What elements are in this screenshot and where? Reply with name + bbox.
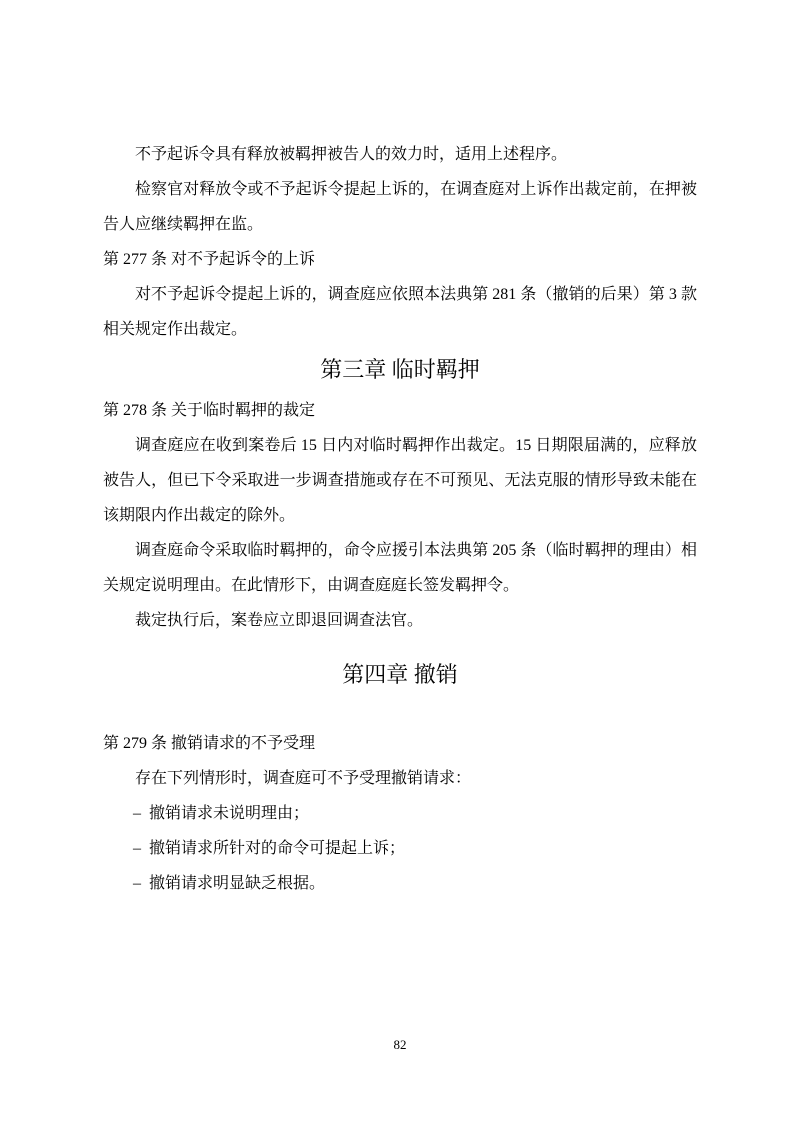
dash-marker: – <box>133 875 141 892</box>
article-heading-278: 第 278 条 关于临时羁押的裁定 <box>103 402 316 419</box>
article-heading-277: 第 277 条 对不予起诉令的上诉 <box>103 251 316 268</box>
list-item-text: 撤销请求未说明理由； <box>149 805 310 822</box>
page-content <box>103 137 697 901</box>
body-paragraph: 调查庭命令采取临时羁押的，命令应援引本法典第 205 条（临时羁押的理由）相关规定说明理由。在此情形下，由调查庭庭长签发羁押令。 <box>103 542 697 594</box>
list-item <box>103 866 697 901</box>
chapter-heading-4: 第四章 撤销 <box>342 662 458 687</box>
list-item-text: 撤销请求明显缺乏根据。 <box>149 875 326 892</box>
list-item <box>103 831 697 866</box>
body-paragraph: 存在下列情形时，调查庭可不予受理撤销请求： <box>135 770 472 787</box>
chapter-heading-3: 第三章 临时羁押 <box>320 357 480 382</box>
list-item <box>103 796 697 831</box>
dash-marker: – <box>133 805 141 822</box>
body-paragraph: 裁定执行后，案卷应立即退回调查法官。 <box>135 612 424 629</box>
list-item-text: 撤销请求所针对的命令可提起上诉； <box>149 840 406 857</box>
body-paragraph: 检察官对释放令或不予起诉令提起上诉的，在调查庭对上诉作出裁定前，在押被告人应继续羁押在监。 <box>103 181 697 233</box>
body-paragraph: 对不予起诉令提起上诉的，调查庭应依照本法典第 281 条（撤销的后果）第 3 款相关规定作出裁定。 <box>103 286 697 338</box>
body-paragraph: 不予起诉令具有释放被羁押被告人的效力时，适用上述程序。 <box>135 146 568 163</box>
dash-marker: – <box>133 840 141 857</box>
article-heading-279: 第 279 条 撤销请求的不予受理 <box>103 735 316 752</box>
page-number: 82 <box>393 1037 407 1052</box>
body-paragraph: 调查庭应在收到案卷后 15 日内对临时羁押作出裁定。15 日期限届满的，应释放被告人，但已下令采取进一步调查措施或存在不可预见、无法克服的情形导致未能在该期限内作出裁定的除外。 <box>103 437 697 524</box>
